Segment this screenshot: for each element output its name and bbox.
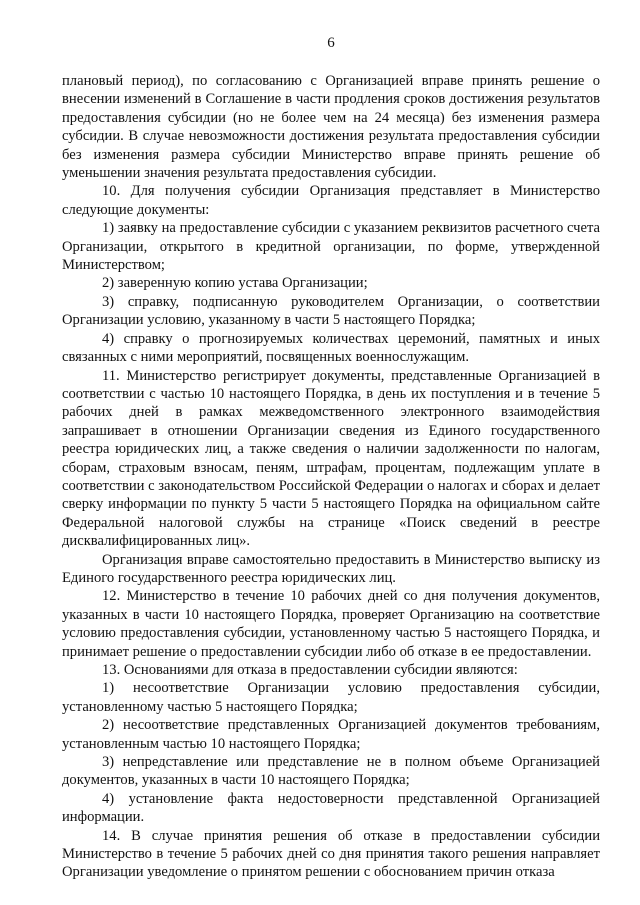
- paragraph-11: 11. Министерство регистрирует документы, представленные Организацией в соответствии с частью 10 настоящего Порядка, в день их поступления и в течение 5 рабочих дней в рамках межведомственного электронного взаимодействия запрашивает в отношении Организации сведения из Единого государственного реестра юридических лиц, а также сведения о наличии задолженности по налогам, сборам, страховым взносам, пеням, штрафам, процентам, подлежащим уплате в соответствии с законодательством Российской Федерации о налогах и сборах и делает сверку информации по пункту 5 части 5 настоящего Порядка на официальном сайте Федеральной налоговой службы на странице «Поиск сведений в реестре дисквалифицированных лиц».: [62, 367, 600, 550]
- paragraph-10-item-4: 4) справку о прогнозируемых количествах церемоний, памятных и иных связанных с ними мероприятий, посвященных военнослужащим.: [62, 330, 600, 366]
- paragraph-10: 10. Для получения субсидии Организация представляет в Министерство следующие документы:: [62, 183, 600, 218]
- page-number: 6: [327, 35, 335, 51]
- paragraph-13-item-3: 3) непредставление или представление не в полном объеме Организацией документов, указанных в части 10 настоящего Порядка;: [62, 754, 600, 789]
- paragraph-12: 12. Министерство в течение 10 рабочих дней со дня получения документов, указанных в части 10 настоящего Порядка, проверяет Организацию на соответствие условию предоставления субсидии, установленному частью 5 настоящего Порядка, и принимает решение о предоставлении субсидии либо об отказе в ее предоставлении.: [62, 588, 600, 660]
- paragraph-10-item-2: 2) заверенную копию устава Организации;: [102, 275, 368, 292]
- document-body: [62, 72, 600, 882]
- paragraph-10-item-3: 3) справку, подписанную руководителем Организации, о соответствии Организации условию, указанному в части 5 настоящего Порядка;: [62, 293, 600, 329]
- paragraph-13-item-1: 1) несоответствие Организации условию предоставления субсидии, установленному частью 5 настоящего Порядка;: [62, 680, 600, 715]
- paragraph-13-item-4: 4) установление факта недостоверности представленной Организацией информации.: [62, 790, 600, 826]
- paragraph-continuation: плановый период), по согласованию с Организацией вправе принять решение о внесении изменений в Соглашение в части продления сроков достижения результатов предоставления субсидии (но не более чем на 24 месяца) без изменения размера субсидии. В случае невозможности достижения результата предоставления субсидии без изменения размера субсидии Министерство вправе принять решение об уменьшении значения результата предоставления субсидии.: [62, 73, 600, 182]
- paragraph-13: 13. Основаниями для отказа в предоставлении субсидии являются:: [102, 662, 518, 678]
- paragraph-14: 14. В случае принятия решения об отказе в предоставлении субсидии Министерство в течение 5 рабочих дней со дня принятия такого решения направляет Организации уведомление о принятом решении с обоснованием причин отказа: [62, 827, 600, 881]
- paragraph-11-note: Организация вправе самостоятельно предоставить в Министерство выписку из Единого государственного реестра юридических лиц.: [62, 551, 600, 586]
- paragraph-13-item-2: 2) несоответствие представленных Организацией документов требованиям, установленным частью 10 настоящего Порядка;: [62, 717, 600, 752]
- paragraph-10-item-1: 1) заявку на предоставление субсидии с указанием реквизитов расчетного счета Организации, открытого в кредитной организации, по форме, утвержденной Министерством;: [62, 220, 600, 274]
